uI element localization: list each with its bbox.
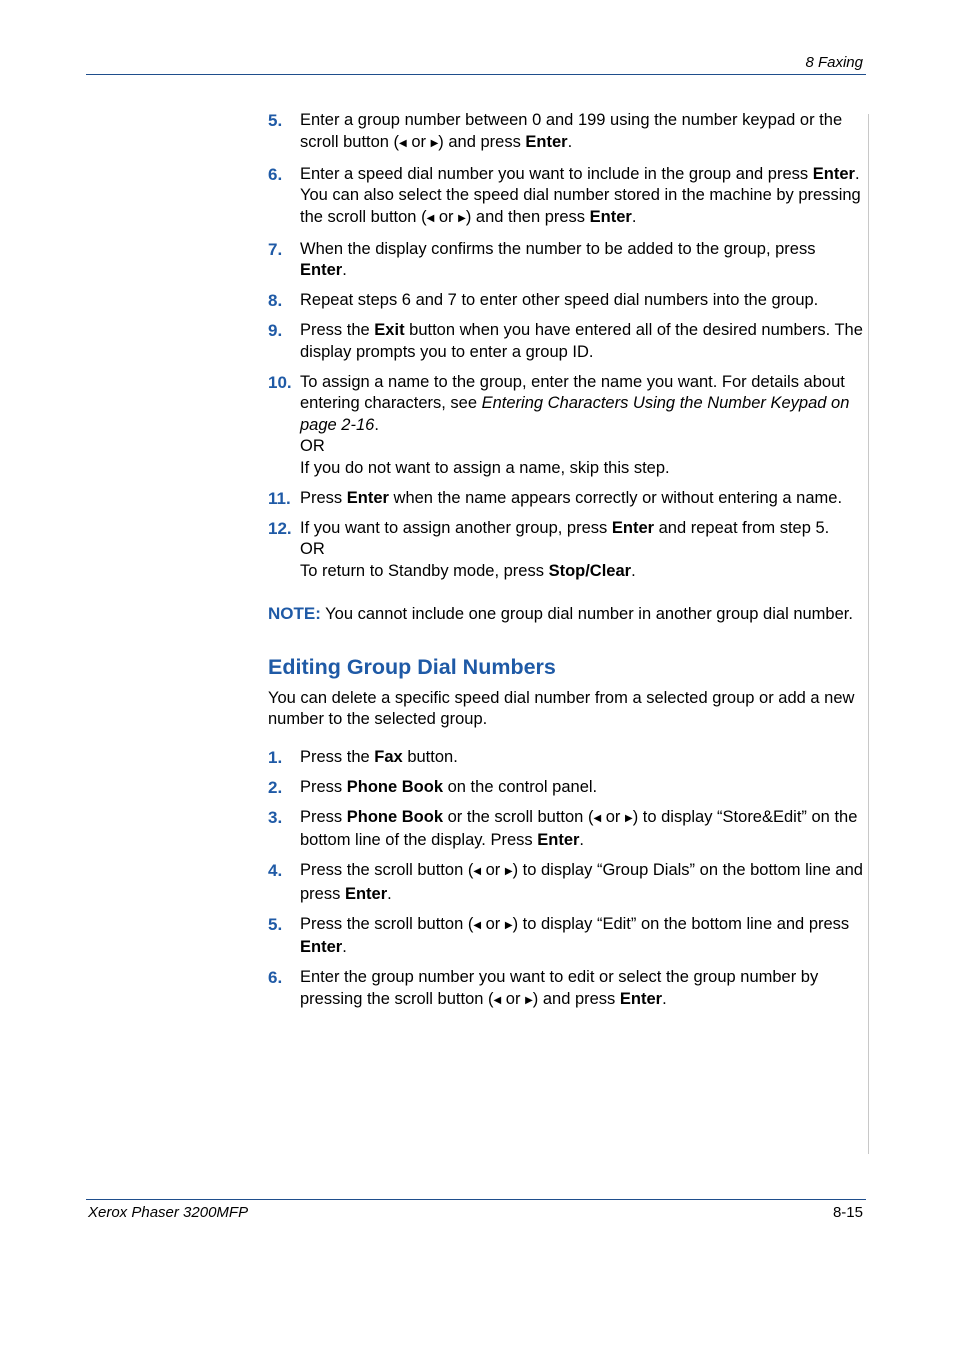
page-header — [86, 52, 866, 75]
step-text: Press the Fax button. — [300, 747, 458, 766]
step-text: Press Enter when the name appears correctly or without entering a name. — [300, 488, 843, 507]
right-arrow-icon: ▶ — [504, 919, 513, 931]
step-text: Press Phone Book or the scroll button (◀ or ▶) to display “Store&Edit” on the bottom line of the display. Press Enter. — [300, 807, 858, 849]
step-number: 5. — [268, 111, 283, 130]
right-arrow-icon: ▶ — [430, 137, 439, 149]
main-content — [268, 110, 866, 1021]
step-text: If you want to assign another group, press Enter and repeat from step 5. — [300, 518, 830, 537]
step-number: 3. — [268, 807, 283, 827]
step-number: 7. — [268, 239, 283, 259]
left-arrow-icon: ◀ — [473, 919, 482, 931]
step-subtext: If you do not want to assign a name, skip this step. — [300, 458, 670, 477]
step-number: 9. — [268, 321, 283, 340]
step-number: 1. — [268, 747, 283, 767]
list-item — [268, 290, 866, 312]
list-item — [268, 914, 866, 959]
step-number: 8. — [268, 291, 283, 310]
left-arrow-icon: ◀ — [473, 866, 482, 877]
left-arrow-icon: ◀ — [426, 212, 435, 224]
step-text: Press Phone Book on the control panel. — [300, 777, 598, 796]
list-item — [268, 372, 866, 480]
chapter-title: 8 Faxing — [805, 54, 863, 71]
step-text: Press the scroll button (◀ or ▶) to display “Edit” on the bottom line and press Enter. — [300, 914, 850, 956]
list-item — [268, 320, 866, 363]
step-subtext: To return to Standby mode, press Stop/Clear. — [300, 561, 636, 580]
section-heading: Editing Group Dial Numbers — [268, 654, 556, 679]
step-number: 10. — [268, 372, 292, 392]
step-text: Press the Exit button when you have entered all of the desired numbers. The display prompts you to enter a group ID. — [300, 321, 863, 361]
step-number: 2. — [268, 777, 283, 797]
step-number: 6. — [268, 968, 283, 987]
step-text: To assign a name to the group, enter the name you want. For details about entering characters, see Entering Characters Using the Number Keypad on page 2-16. — [300, 372, 850, 434]
step-text: Enter a speed dial number you want to include in the group and press Enter. — [300, 164, 860, 183]
step-number: 5. — [268, 914, 283, 934]
or-line: OR — [300, 540, 325, 558]
step-text: Enter a group number between 0 and 199 using the number keypad or the scroll button (◀ or ▶) and press Enter. — [300, 111, 843, 151]
step-number: 12. — [268, 518, 292, 538]
list-item — [268, 860, 866, 905]
step-text: Repeat steps 6 and 7 to enter other speed dial numbers into the group. — [300, 291, 819, 309]
left-arrow-icon: ◀ — [399, 137, 407, 149]
list-item — [268, 967, 866, 1012]
product-name: Xerox Phaser 3200MFP — [88, 1204, 249, 1221]
note — [268, 603, 866, 626]
step-text: Enter the group number you want to edit or select the group number by pressing the scroll button (◀ or ▶) and press Enter. — [300, 968, 819, 1008]
list-item — [268, 164, 866, 231]
right-arrow-icon: ▶ — [504, 866, 513, 877]
section-intro: You can delete a specific speed dial number from a selected group or add a new number to the selected group. — [268, 688, 855, 728]
list-item — [268, 807, 866, 852]
right-arrow-icon: ▶ — [624, 812, 633, 824]
page-number: 8-15 — [832, 1204, 863, 1221]
step-number: 6. — [268, 164, 283, 184]
step-number: 4. — [268, 861, 283, 880]
note-text: You cannot include one group dial number in another group dial number. — [320, 605, 853, 623]
or-line: OR — [300, 437, 325, 455]
list-item — [268, 239, 866, 282]
step-text: When the display confirms the number to be added to the group, press Enter. — [300, 239, 816, 279]
list-item — [268, 488, 866, 510]
right-arrow-icon: ▶ — [458, 212, 466, 224]
step-subtext: You can also select the speed dial number stored in the machine by pressing the scroll button (◀ or ▶) and then press Enter. — [300, 186, 861, 226]
page-footer — [86, 1199, 866, 1226]
list-item — [268, 777, 866, 799]
right-arrow-icon: ▶ — [525, 994, 533, 1006]
left-arrow-icon: ◀ — [593, 812, 602, 824]
note-label: NOTE: — [268, 604, 321, 623]
step-number: 11. — [268, 488, 291, 508]
margin-rule — [868, 114, 869, 1154]
list-item — [268, 110, 866, 155]
left-arrow-icon: ◀ — [493, 994, 502, 1006]
list-item — [268, 518, 866, 583]
list-item — [268, 747, 866, 769]
cross-reference: Entering Characters Using the Number Keypad on page 2-16 — [300, 394, 850, 434]
step-text: Press the scroll button (◀ or ▶) to display “Group Dials” on the bottom line and press Enter. — [300, 861, 863, 903]
